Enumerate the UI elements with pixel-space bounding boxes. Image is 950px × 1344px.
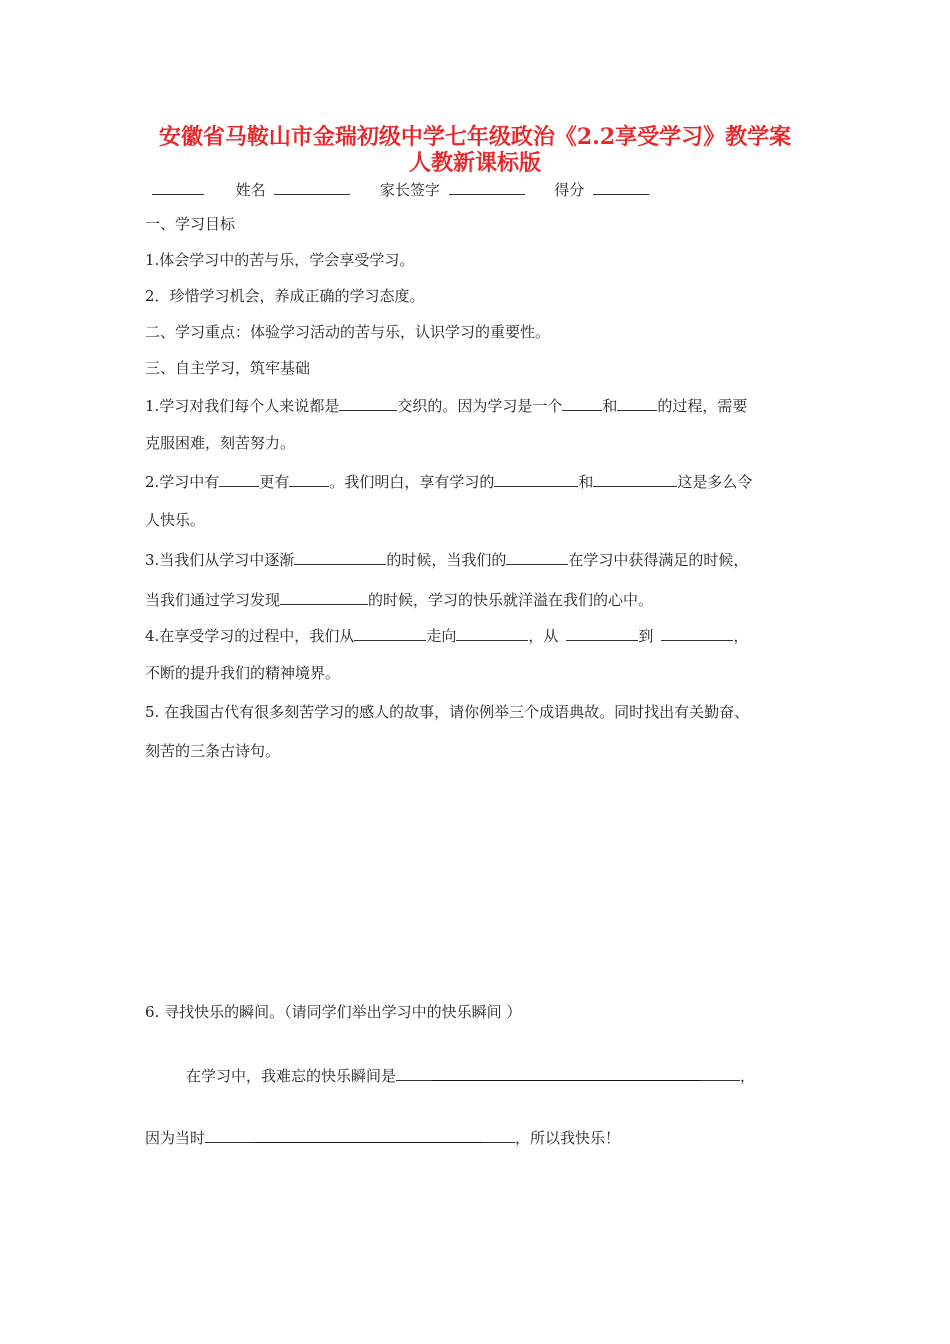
q4-text-a: 4.在享受学习的过程中，我们从	[145, 627, 355, 645]
q2-text-d: 和	[578, 473, 594, 491]
q6-blank-2a[interactable]	[205, 1126, 255, 1143]
q4-blank-2[interactable]	[456, 624, 528, 641]
document-title-line-2: 人教新课标版	[408, 150, 541, 176]
class-blank[interactable]	[152, 178, 204, 195]
learning-goal-2: 2．珍惜学习机会，养成正确的学习态度。	[145, 287, 425, 305]
q4-text-e: ，	[733, 627, 749, 645]
q6-blank-2c[interactable]	[483, 1126, 515, 1143]
q6-blank-1a[interactable]	[396, 1064, 432, 1081]
q6-blank-1c[interactable]	[700, 1064, 740, 1081]
q1-blank-2[interactable]	[562, 394, 602, 411]
q4-text-d: 到	[638, 627, 654, 645]
q1-text-b: 交织的。因为学习是一个	[397, 397, 563, 415]
q1-text-a: 1.学习对我们每个人来说都是	[145, 397, 340, 415]
question-2-line-1	[145, 470, 752, 492]
score-label: 得分	[554, 181, 585, 199]
question-3-line-1	[145, 548, 748, 570]
q1-blank-1[interactable]	[339, 394, 397, 411]
q3-blank-2[interactable]	[506, 548, 568, 565]
q3-text-e: 的时候，学习的快乐就洋溢在我们的心中。	[368, 591, 654, 609]
question-6-prompt: 6. 寻找快乐的瞬间。（请同学们举出学习中的快乐瞬间 ）	[145, 1003, 522, 1021]
q3-text-b: 的时候，当我们的	[386, 551, 507, 569]
q2-blank-4[interactable]	[593, 470, 677, 487]
q4-blank-4[interactable]	[661, 624, 733, 641]
question-5-line-2: 刻苦的三条古诗句。	[145, 742, 281, 760]
question-2-line-2: 人快乐。	[145, 511, 206, 529]
q1-text-c: 和	[602, 397, 618, 415]
q4-blank-1[interactable]	[354, 624, 426, 641]
q3-text-d: 当我们通过学习发现	[145, 591, 281, 609]
q4-text-b: 走向	[426, 627, 457, 645]
q3-blank-1[interactable]	[294, 548, 386, 565]
score-blank[interactable]	[593, 178, 649, 195]
question-6-line-2	[145, 1126, 620, 1148]
q2-text-a: 2.学习中有	[145, 473, 220, 491]
name-label: 姓名	[235, 181, 266, 199]
q6-text-b: 在学习中，我难忘的快乐瞬间是	[186, 1067, 397, 1085]
key-point: 二、学习重点：体验学习活动的苦与乐，认识学习的重要性。	[145, 323, 551, 341]
q6-blank-1b[interactable]	[432, 1064, 700, 1081]
self-study-heading: 三、自主学习，筑牢基础	[145, 359, 311, 377]
q1-text-d: 的过程，需要	[657, 397, 748, 415]
question-4-line-2: 不断的提升我们的精神境界。	[145, 664, 341, 682]
student-info-row	[152, 178, 653, 200]
q3-blank-3[interactable]	[280, 588, 368, 605]
parent-signature-label: 家长签字	[379, 181, 440, 199]
q6-text-c: ，	[740, 1067, 756, 1085]
q6-blank-2b[interactable]	[255, 1126, 483, 1143]
name-blank[interactable]	[274, 178, 350, 195]
q2-blank-2[interactable]	[289, 470, 329, 487]
q6-text-d: 因为当时	[145, 1129, 206, 1147]
q4-text-c: ，从	[528, 627, 559, 645]
question-1-line-2: 克服困难，刻苦努力。	[145, 434, 296, 452]
question-6-line-1	[186, 1064, 755, 1086]
q2-text-b: 更有	[259, 473, 290, 491]
learning-goal-1: 1.体会学习中的苦与乐，学会享受学习。	[145, 251, 415, 269]
q2-blank-1[interactable]	[219, 470, 259, 487]
parent-signature-blank[interactable]	[449, 178, 525, 195]
question-4-line-1	[145, 624, 748, 646]
question-1-line-1	[145, 394, 747, 416]
question-3-line-2	[145, 588, 653, 610]
q1-blank-3[interactable]	[617, 394, 657, 411]
q4-blank-3[interactable]	[566, 624, 638, 641]
q2-text-c: 。我们明白，享有学习的	[329, 473, 495, 491]
document-title-line-1: 安徽省马鞍山市金瑞初级中学七年级政治《2.2享受学习》教学案	[158, 124, 792, 150]
q2-blank-3[interactable]	[494, 470, 578, 487]
q6-text-e: ，所以我快乐！	[515, 1129, 621, 1147]
question-5-line-1: 5. 在我国古代有很多刻苦学习的感人的故事，请你例举三个成语典故。同时找出有关勤奋、	[145, 703, 750, 721]
q2-text-e: 这是多么令	[677, 473, 753, 491]
q3-text-c: 在学习中获得满足的时候，	[568, 551, 749, 569]
learning-goals-heading: 一、学习目标	[145, 215, 236, 233]
q3-text-a: 3.当我们从学习中逐渐	[145, 551, 295, 569]
